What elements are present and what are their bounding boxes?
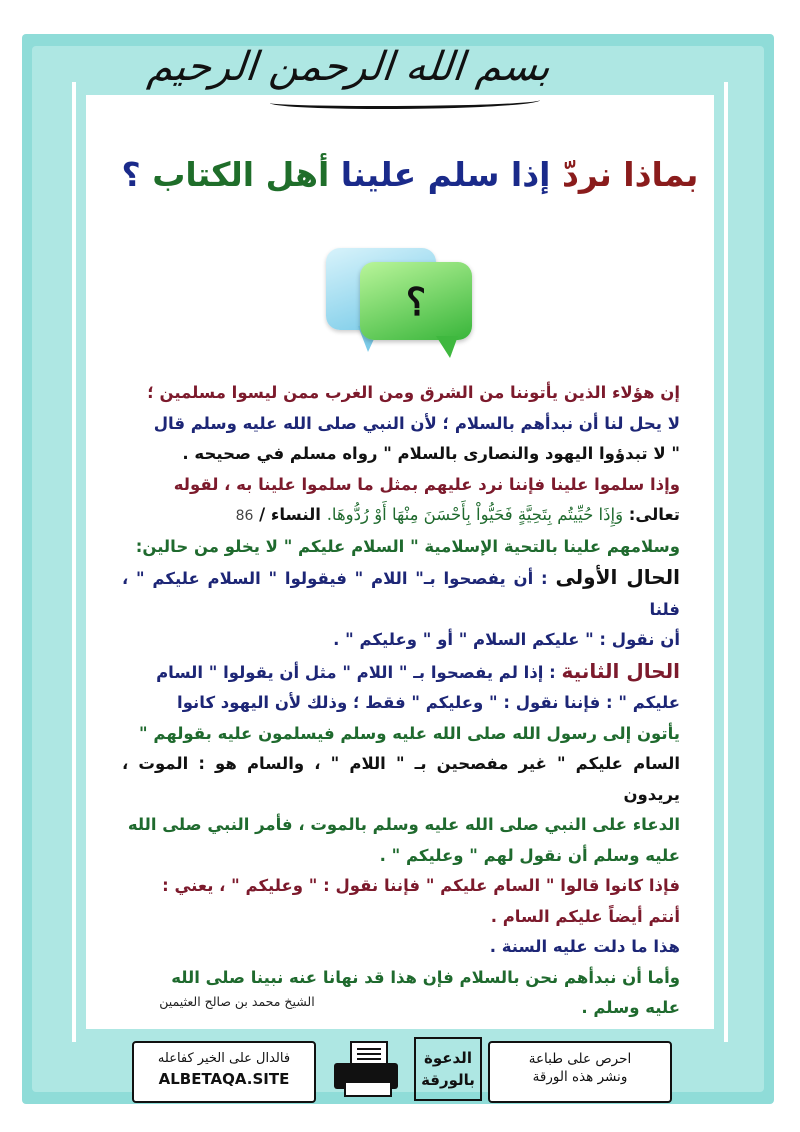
logo-line-1: الدعوة — [424, 1049, 472, 1067]
speech-bubble-question-icon — [320, 240, 480, 365]
logo-line-2: بالورقة — [421, 1071, 475, 1089]
case-2-text: : إذا لم يفصحوا بـ " اللام " مثل أن يقولوا " السام — [156, 662, 556, 682]
quran-surah: النساء / — [259, 505, 321, 524]
footer-print-box — [488, 1041, 672, 1103]
dawah-logo — [414, 1037, 482, 1101]
case-1-text: : أن يفصحوا بـ" اللام " فيقولوا " السلام عليكم " ، فلنا — [122, 569, 680, 619]
frame-divider-left — [72, 82, 76, 1042]
question-mark-icon: ؟ — [405, 278, 427, 324]
article-body — [122, 378, 680, 1024]
basmala-calligraphy — [145, 22, 553, 117]
speech-bubble-front-icon — [360, 262, 472, 340]
footer-website[interactable]: ALBETAQA.SITE — [158, 1070, 290, 1088]
frame-divider-right — [724, 82, 728, 1042]
quran-verse-number: 86 — [235, 508, 254, 524]
paragraph-1c: " لا تبدؤوا اليهود والنصارى بالسلام " رواه مسلم في صحيحه . — [182, 444, 680, 463]
title-part-4: ؟ — [121, 155, 141, 194]
footer-slogan: فالدال على الخير كفاعله — [157, 1051, 291, 1066]
page-title — [110, 150, 710, 200]
paragraph-6a: وأما أن نبدأهم نحن بالسلام فإن هذا قد نهانا عنه نبينا صلى الله — [171, 967, 680, 987]
paragraph-3: وسلامهم علينا بالتحية الإسلامية " السلام عليكم " لا يخلو من حالين: — [135, 536, 680, 556]
title-part-1: بماذا نردّ — [561, 155, 699, 194]
title-part-2: إذا سلم علينا — [340, 155, 551, 194]
case-2-line-4: السام عليكم " غير مفصحين بـ " اللام " ، والسام هو : الموت ، يريدون — [122, 754, 680, 804]
case-2-label: الحال الثانية — [561, 658, 680, 683]
case-1-line-1 — [122, 562, 680, 625]
case-1-label: الحال الأولى — [555, 565, 681, 589]
paragraph-5: هذا ما دلت عليه السنة . — [489, 937, 680, 956]
footer-bar — [128, 1037, 672, 1105]
quran-verse: وَإِذَا حُيِّيتُم بِتَحِيَّةٍ فَحَيُّواْ بِأَحْسَنَ مِنْهَا أَوْ رُدُّوهَا. — [326, 505, 624, 524]
paragraph-1b: لا يحل لنا أن نبدأهم بالسلام ؛ لأن النبي صلى الله عليه وسلم قال — [153, 413, 680, 433]
paragraph-2a: وإذا سلموا علينا فإننا نرد عليهم بمثل ما سلموا علينا به ، لقوله — [173, 474, 680, 494]
paragraph-2b — [122, 500, 680, 532]
author-name: الشيخ محمد بن صالح العثيمين — [159, 994, 315, 1009]
case-2-line-2: عليكم " : فإننا نقول : " وعليكم " فقط ؛ وذلك لأن اليهود كانوا — [177, 693, 680, 712]
footer-print-line-1: احرص على طباعة — [528, 1051, 632, 1067]
footer-print-line-2: ونشر هذه الورقة — [532, 1069, 628, 1085]
case-2-line-5: الدعاء على النبي صلى الله عليه وسلم بالموت ، فأمر النبي صلى الله — [127, 815, 680, 834]
printer-icon — [334, 1041, 402, 1099]
basmala-text: بسم الله الرحمن الرحيم — [145, 44, 553, 90]
footer-website-box — [132, 1041, 316, 1103]
case-2-line-6: عليه وسلم أن نقول لهم " وعليكم " . — [379, 845, 680, 865]
paragraph-6b: عليه وسلم . — [581, 998, 680, 1017]
case-2-line-3: يأتون إلى رسول الله صلى الله عليه وسلم فيسلمون عليه بقولهم " — [139, 723, 680, 743]
case-2-line-1 — [122, 656, 680, 689]
paragraph-1a: إن هؤلاء الذين يأتوننا من الشرق ومن الغرب ممن ليسوا مسلمين ؛ — [147, 383, 680, 402]
paragraph-4b: أنتم أيضاً عليكم السام . — [490, 906, 680, 926]
quran-intro: تعالى: — [628, 505, 680, 524]
paragraph-4a: فإذا كانوا قالوا " السام عليكم " فإننا نقول : " وعليكم " ، يعني : — [162, 876, 680, 895]
title-part-3: أهل الكتاب — [152, 155, 330, 194]
case-1-line-2: أن نقول : " عليكم السلام " أو " وعليكم " . — [333, 630, 680, 649]
